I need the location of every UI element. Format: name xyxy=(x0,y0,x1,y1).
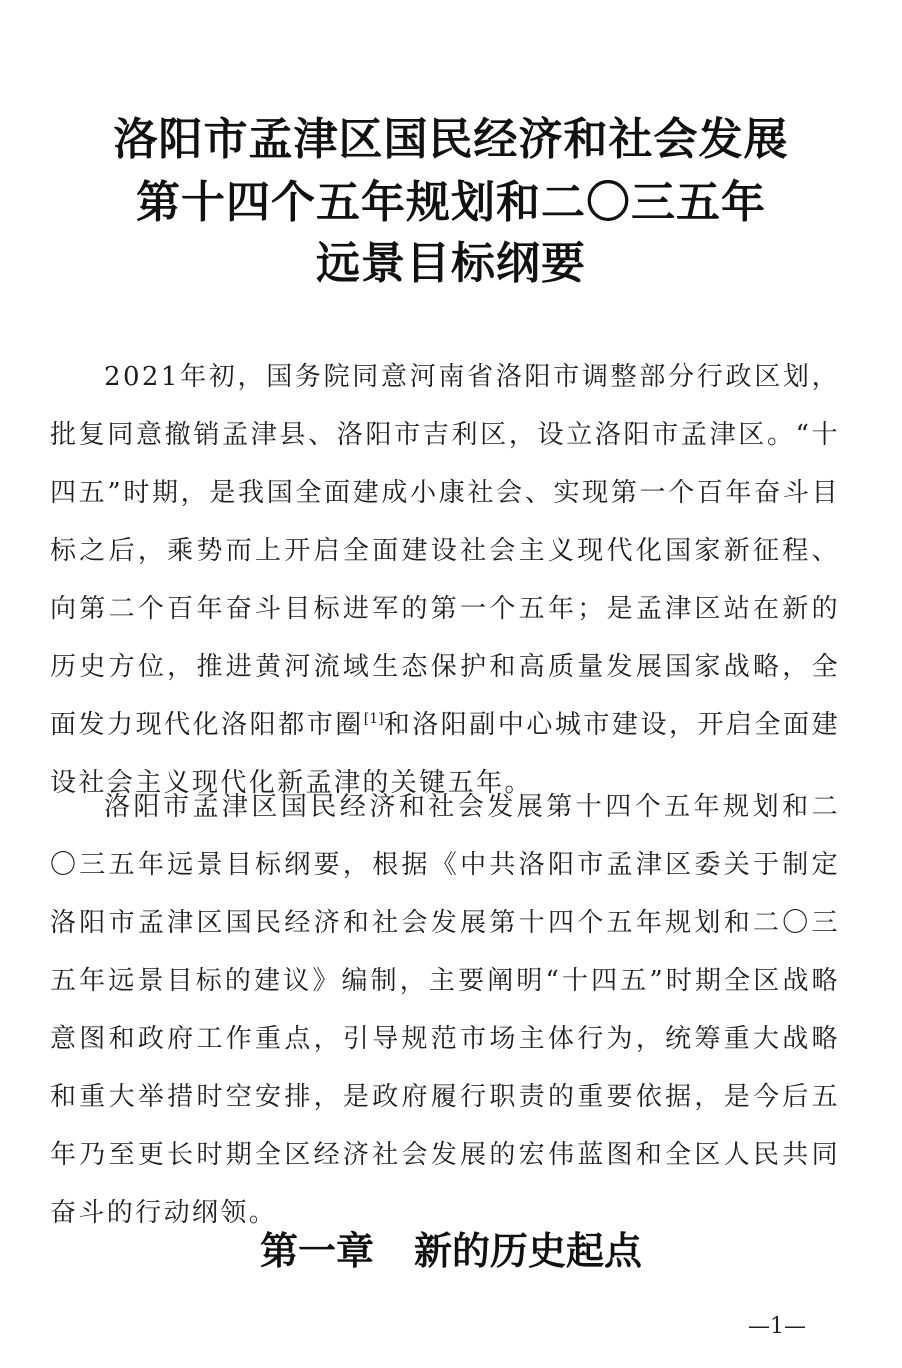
document-title-line-1: 洛阳市孟津区国民经济和社会发展 xyxy=(113,114,789,165)
document-title-line-2: 第十四个五年规划和二〇三五年 xyxy=(136,177,766,228)
footnote-marker: [1] xyxy=(363,711,384,727)
intro-paragraph-1-text-a: 2021年初，国务院同意河南省洛阳市调整部分行政区划，批复同意撤销孟津县、洛阳市吉利区，设立洛阳市孟津区。“十四五”时期，是我国全面建成小康社会、实现第一个百年奋斗目标之后，乘势而上开启全面建设社会主义现代化国家新征程、向第二个百年奋斗目标进军的第一个五年；是孟津区站在新的历史方位，推进黄河流域生态保护和高质量发展国家战略，全面发力现代化洛阳都市圈 xyxy=(50,362,840,740)
intro-paragraph-1 xyxy=(50,348,840,812)
chapter-heading xyxy=(0,1229,902,1273)
intro-paragraph-1-text-b: 和洛阳副中心城市建设，开启全面建设社会主义现代化新孟津的关键五年。 xyxy=(50,710,840,798)
intro-paragraph-2: 洛阳市孟津区国民经济和社会发展第十四个五年规划和二〇三五年远景目标纲要，根据《中共洛阳市孟津区委关于制定洛阳市孟津区国民经济和社会发展第十四个五年规划和二〇三五年远景目标的建议》编制，主要阐明“十四五”时期全区战略意图和政府工作重点，引导规范市场主体行为，统筹重大战略和重大举措时空安排，是政府履行职责的重要依据，是今后五年乃至更长时期全区经济社会发展的宏伟蓝图和全区人民共同奋斗的行动纲领。 xyxy=(50,792,840,1228)
chapter-number: 第一章 xyxy=(259,1229,374,1273)
chapter-title: 新的历史起点 xyxy=(414,1229,643,1273)
page-number: —1— xyxy=(748,1314,806,1339)
document-title-line-3: 远景目标纲要 xyxy=(316,238,586,289)
